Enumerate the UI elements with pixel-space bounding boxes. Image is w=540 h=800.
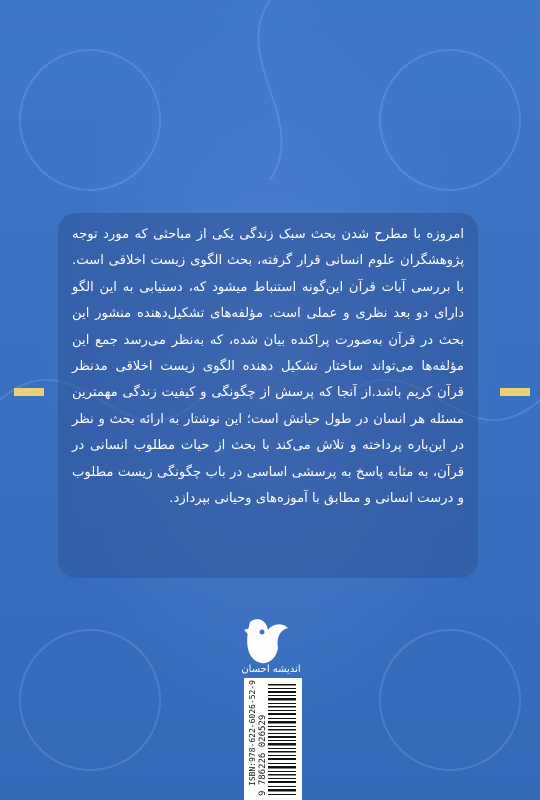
ornament-mark-icon [6,382,50,402]
ornament-mark-icon [496,382,540,402]
isbn-label: ISBN:978-622-6026-52-9 [248,680,257,786]
ean-number: 9 786226 026529 [258,714,268,796]
book-description: امروزه با مطرح شدن بحث سبک زندگی یکی از مباحثی که مورد توجه پژوهشگران علوم انسانی قرار گرفته، بحث الگوی زیست اخلاقی است. با بررسی آیات قرآن این‌گونه استنباط میشود که، دستیابی به این الگو دارای دو بعد نظری و عملی است. مؤلفه‌های تشکیل‌دهنده منشور این بحث در قرآن به‌صورت پراکنده بیان شده، که به‌نظر می‌رسد جمع این مؤلفه‌ها می‌تواند ساختار تشکیل دهنده الگوی زیست اخلاقی مدنظر قرآن کریم باشد.از آنجا که پرسش از چگونگی و کیفیت زندگی مهمترین مسئله هر انسان در طول حیاتش است؛ این نوشتار به ارائه بحث و نظر در این‌باره پرداخته و تلاش می‌کند با بحث از حیات مطلوب انسانی در قرآن، به مثابه پاسخ به پرسشی اساسی در باب چگونگی زیست مطلوب و درست انسانی و مطابق با آموزه‌های وحیانی بپردازد. [72,227,464,507]
publisher-name: اندیشه احسان [241,664,301,675]
barcode-icon [244,678,302,800]
